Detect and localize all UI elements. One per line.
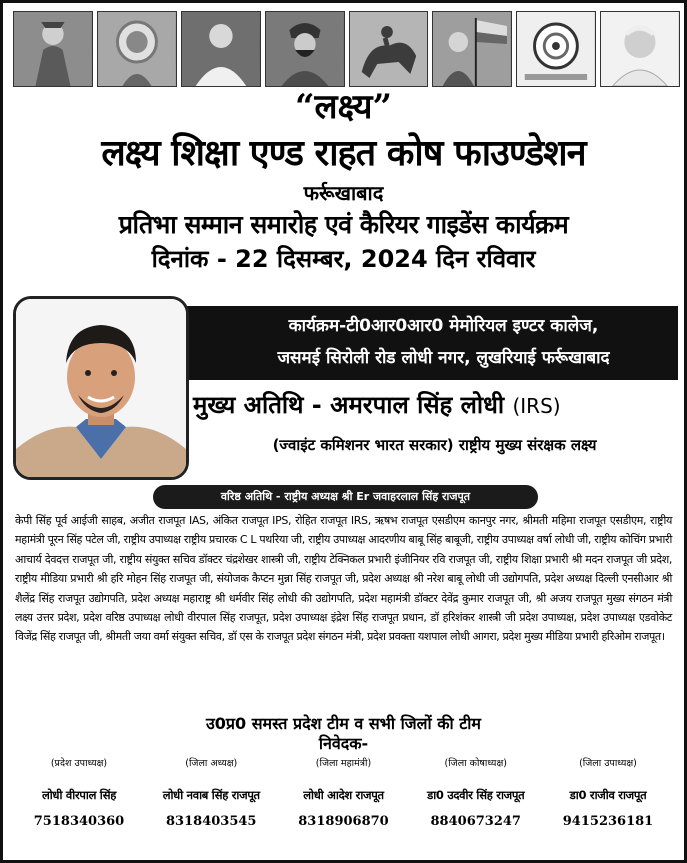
nivedak-heading: निवेदक-: [318, 734, 369, 753]
chief-guest-label: मुख्य अतिथि - अमरपाल सिंह लोधी: [193, 391, 505, 419]
elder-leader-portrait-photo: [600, 11, 680, 87]
chief-guest-photo: [13, 296, 189, 480]
signer: [145, 757, 277, 833]
venue-banner: [153, 306, 678, 380]
special-guest-pill: वरिष्ठ अतिथि - राष्ट्रीय अध्यक्ष श्री Er जवाहरलाल सिंह राजपूत: [153, 485, 538, 509]
header-photo-strip: [13, 11, 680, 85]
signer-name: डा0 उदवीर सिंह राजपूत: [427, 788, 525, 802]
signer-phone: 9415236181: [562, 814, 654, 829]
signer-position: (प्रदेश उपाध्यक्ष): [50, 758, 108, 769]
team-line: उ0प्र0 समस्त प्रदेश टीम व सभी जिलों की टीम: [205, 714, 481, 733]
venue-line-2: जसमई सिरोली रोड लोधी नगर, लुखरियाई फर्रूखाबाद: [277, 348, 610, 368]
signer-position: (जिला कोषाध्यक्ष): [444, 758, 507, 769]
signer-phone: 8840673247: [430, 814, 521, 829]
event-date: दिनांक - 22 दिसम्बर, 2024 दिन रविवार: [151, 245, 536, 273]
signer-phone: 7518340360: [33, 814, 125, 829]
city-name: फर्रूखाबाद: [303, 181, 384, 205]
chief-guest-role: (ज्वाइंट कमिशनर भारत सरकार) राष्ट्रीय मुख्य संरक्षक लक्ष्य: [272, 436, 597, 454]
signer-phone: 8318906870: [298, 814, 389, 829]
signer-name: लोधी आदेश राजपूत: [303, 788, 384, 802]
rani-lakshmibai-statue-photo: [13, 11, 93, 87]
signer: [542, 757, 674, 833]
warrior-horse-statue-photo: [349, 11, 429, 87]
title-quote: “लक्ष्य”: [294, 87, 392, 127]
seated-guru-photo: [181, 11, 261, 87]
bearded-leader-portrait-photo: [265, 11, 345, 87]
signer-position: (जिला अध्यक्ष): [185, 758, 238, 769]
foundation-name: लक्ष्य शिक्षा एण्ड राहत कोष फाउण्डेशन: [101, 133, 586, 174]
signer-name: डा0 राजीव राजपूत: [569, 788, 647, 802]
event-title: प्रतिभा सम्मान समारोह एवं कैरियर गाइडेंस कार्यक्रम: [118, 210, 569, 239]
signer-phone: 8318403545: [166, 814, 257, 829]
signer-position: (जिला उपाध्यक्ष): [579, 758, 637, 769]
signer: [278, 757, 410, 833]
signer-name: लोधी वीरपाल सिंह: [41, 788, 117, 802]
venue-line-1: कार्यक्रम-टी0आर0आर0 मेमोरियल इण्टर कालेज,: [288, 316, 599, 336]
signer-name: लोधी नवाब सिंह राजपूत: [162, 788, 260, 802]
guest-list-paragraph: केपी सिंह पूर्व आईजी साहब, अजीत राजपूत IAS, अंकित राजपूत IPS, रोहित राजपूत IRS, ऋषभ राजपूत एसडीएम कानपुर नगर, श्रीमती महिमा राजपूत एसडीएम, राष्ट्रीय महामंत्री पूरन सिंह पटेल जी, राष्ट्रीय उपाध्यक्ष राष्ट्रीय प्रचारक C L पथरिया जी, राष्ट्रीय उपाध्यक्ष आदरणीय बाबू सिंह बाबूजी, राष्ट्रीय उपाध्यक्ष वर्षा लोधी जी, राष्ट्रीय कोचिंग प्रभारी आचार्य देवदत्त राजपूत जी, राष्ट्रीय संयुक्त सचिव डॉक्टर चंद्रशेखर शास्त्री जी, राष्ट्रीय टेक्निकल प्रभारी इंजीनियर रवि राजपूत जी, राष्ट्रीय शिक्षा प्रभारी श्री मदन राजपूत जी प्रदेश, राष्ट्रीय मीडिया प्रभारी श्री हरि मोहन सिंह राजपूत जी, संयोजक कैप्टन मुन्ना सिंह राजपूत जी, प्रदेश अध्यक्ष श्री नरेश बाबू लोधी जी उद्योगपति, प्रदेश अध्यक्ष दिल्ली एनसीआर श्री शैलेंद्र सिंह राजपूत उद्योगपति, प्रदेश अध्यक्ष महाराष्ट्र श्री धर्मवीर सिंह लोधी की उद्योगपति, प्रदेश महामंत्री डॉक्टर देवेंद्र कुमार राजपूत जी, श्री अजय राजपूत मुख्य संगठन मंत्री लक्ष्य उत्तर प्रदेश, प्रदेश वरिष्ठ उपाध्यक्ष लोधी वीरपाल सिंह राजपूत, प्रदेश उपाध्यक्ष इंद्रेश सिंह राजपूत प्रधान, डॉ हरिशंकर शास्त्री जी प्रदेश उपाध्यक्ष, प्रदेश उपाध्यक्ष एडवोकेट विजेंद्र सिंह राजपूत जी, श्रीमती जया वर्मा संयुक्त सचिव, डॉ एस के राजपूत प्रदेश संगठन मंत्री, प्रदेश प्रवक्ता यशपाल लोधी आगरा, प्रदेश मुख्य मीडिया प्रभारी हरिओम राजपूत।: [15, 514, 672, 644]
lakshya-logo-photo: [516, 11, 596, 87]
signer: [410, 757, 542, 833]
signer-position: (जिला महामंत्री): [315, 758, 372, 769]
signers-row: [13, 757, 674, 833]
signer: [13, 757, 145, 833]
saint-portrait-photo: [97, 11, 177, 87]
freedom-fighter-flag-photo: [432, 11, 512, 87]
chief-guest: [193, 388, 676, 423]
chief-guest-suffix: (IRS): [512, 394, 561, 418]
